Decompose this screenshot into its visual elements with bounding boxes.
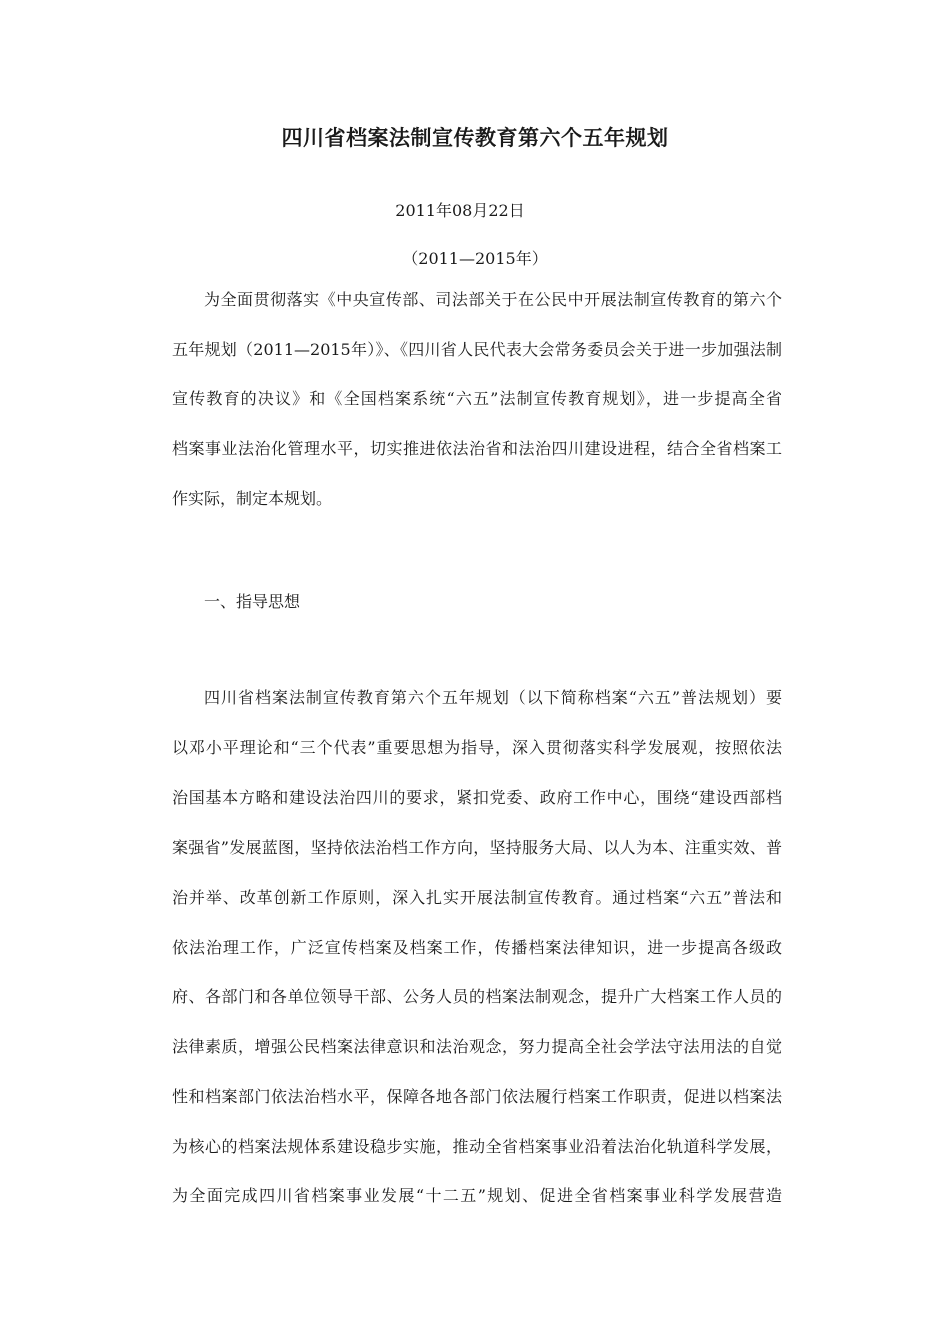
section-heading: 一、指导思想 [204, 592, 301, 611]
intro-line: 档案事业法治化管理水平，切实推进依法治省和法治四川建设进程，结合全省档案工 [172, 439, 782, 458]
intro-line: 五年规划（2011—2015年）》、《四川省人民代表大会常务委员会关于进一步加强法制 [172, 340, 782, 359]
section-line: 法律素质，增强公民档案法律意识和法治观念，努力提高全社会学法守法用法的自觉 [172, 1037, 782, 1056]
section-line: 依法治理工作，广泛宣传档案及档案工作，传播档案法律知识，进一步提高各级政 [172, 938, 782, 957]
section-line: 案强省”发展蓝图，坚持依法治档工作方向，坚持服务大局、以人为本、注重实效、普 [172, 838, 782, 857]
section-line: 治并举、改革创新工作原则，深入扎实开展法制宣传教育。通过档案“六五”普法和 [172, 888, 782, 907]
section-line: 性和档案部门依法治档水平，保障各地各部门依法履行档案工作职责，促进以档案法 [172, 1087, 782, 1106]
section-line: 为全面完成四川省档案事业发展“十二五”规划、促进全省档案事业科学发展营造 [172, 1186, 782, 1205]
intro-line: 为全面贯彻落实《中央宣传部、司法部关于在公民中开展法制宣传教育的第六个 [204, 290, 782, 309]
section-line: 为核心的档案法规体系建设稳步实施，推动全省档案事业沿着法治化轨道科学发展， [172, 1137, 782, 1156]
section-line: 四川省档案法制宣传教育第六个五年规划（以下简称档案“六五”普法规划）要 [204, 688, 782, 707]
section-line: 治国基本方略和建设法治四川的要求，紧扣党委、政府工作中心，围绕“建设西部档 [172, 788, 782, 807]
document-date: 2011年08月22日 [395, 201, 525, 220]
section-line: 府、各部门和各单位领导干部、公务人员的档案法制观念，提升广大档案工作人员的 [172, 987, 782, 1006]
document-title: 四川省档案法制宣传教育第六个五年规划 [281, 125, 669, 150]
intro-line: 作实际，制定本规划。 [172, 489, 333, 508]
section-line: 以邓小平理论和“三个代表”重要思想为指导，深入贯彻落实科学发展观，按照依法 [172, 738, 782, 757]
document-period: （2011—2015年） [402, 249, 548, 268]
intro-line: 宣传教育的决议》和《全国档案系统“六五”法制宣传教育规划》，进一步提高全省 [172, 389, 782, 408]
